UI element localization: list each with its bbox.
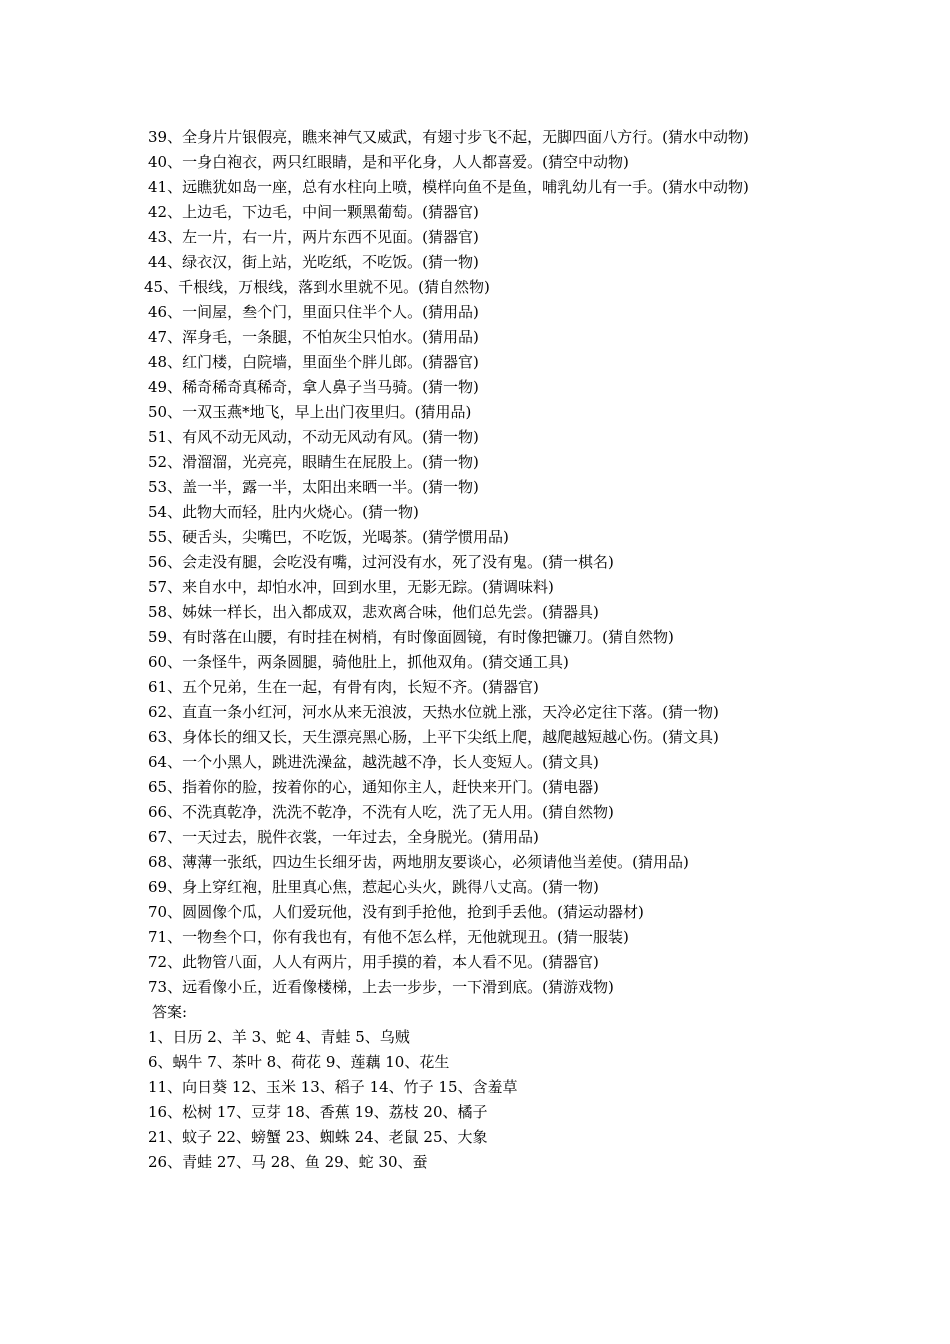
riddle-item: 39、全身片片银假亮，瞧来神气又威武，有翅寸步飞不起，无脚四面八方行。(猜水中动物) bbox=[148, 128, 749, 146]
riddle-item: 53、盖一半，露一半，太阳出来晒一半。(猜一物) bbox=[148, 478, 479, 496]
riddle-item: 57、来自水中，却怕水冲，回到水里，无影无踪。(猜调味料) bbox=[148, 578, 554, 596]
answer-line: 11、向日葵 12、玉米 13、稻子 14、竹子 15、含羞草 bbox=[148, 1078, 518, 1096]
riddle-item: 73、远看像小丘，近看像楼梯，上去一步步，一下滑到底。(猜游戏物) bbox=[148, 978, 614, 996]
riddle-item: 49、稀奇稀奇真稀奇，拿人鼻子当马骑。(猜一物) bbox=[148, 378, 479, 396]
answers-heading: 答案: bbox=[152, 1003, 188, 1021]
riddle-item: 46、一间屋，叁个门，里面只住半个人。(猜用品) bbox=[148, 303, 479, 321]
riddle-item: 50、一双玉燕*地飞，早上出门夜里归。(猜用品) bbox=[148, 403, 472, 421]
riddle-item: 41、远瞧犹如岛一座，总有水柱向上喷，模样向鱼不是鱼，哺乳幼儿有一手。(猜水中动物) bbox=[148, 178, 749, 196]
riddle-item: 52、滑溜溜，光亮亮，眼睛生在屁股上。(猜一物) bbox=[148, 453, 479, 471]
riddle-item: 62、直直一条小红河，河水从来无浪波，天热水位就上涨，天冷必定往下落。(猜一物) bbox=[148, 703, 719, 721]
riddle-item: 43、左一片，右一片，两片东西不见面。(猜器官) bbox=[148, 228, 479, 246]
riddle-item: 67、一天过去，脱件衣裳，一年过去，全身脱光。(猜用品) bbox=[148, 828, 539, 846]
answer-line: 6、蜗牛 7、茶叶 8、荷花 9、莲藕 10、花生 bbox=[148, 1053, 450, 1071]
answer-line: 21、蚊子 22、螃蟹 23、蜘蛛 24、老鼠 25、大象 bbox=[148, 1128, 488, 1146]
riddle-item: 61、五个兄弟，生在一起，有骨有肉，长短不齐。(猜器官) bbox=[148, 678, 539, 696]
riddle-item: 65、指着你的脸，按着你的心，通知你主人，赶快来开门。(猜电器) bbox=[148, 778, 599, 796]
riddle-item: 42、上边毛，下边毛，中间一颗黑葡萄。(猜器官) bbox=[148, 203, 479, 221]
answer-list bbox=[144, 1025, 814, 1175]
riddle-item: 58、姊妹一样长，出入都成双，悲欢离合味，他们总先尝。(猜器具) bbox=[148, 603, 599, 621]
riddle-item: 55、硬舌头，尖嘴巴，不吃饭，光喝茶。(猜学惯用品) bbox=[148, 528, 509, 546]
riddle-list bbox=[144, 125, 814, 1000]
riddle-item: 59、有时落在山腰，有时挂在树梢，有时像面圆镜，有时像把镰刀。(猜自然物) bbox=[148, 628, 674, 646]
riddle-item: 68、薄薄一张纸，四边生长细牙齿，两地朋友要谈心，必须请他当差使。(猜用品) bbox=[148, 853, 689, 871]
riddle-item: 40、一身白袍衣，两只红眼睛，是和平化身，人人都喜爱。(猜空中动物) bbox=[148, 153, 629, 171]
riddle-item: 44、绿衣汉，街上站，光吃纸，不吃饭。(猜一物) bbox=[148, 253, 479, 271]
answer-line: 1、日历 2、羊 3、蛇 4、青蛙 5、乌贼 bbox=[148, 1028, 410, 1046]
riddle-item: 60、一条怪牛，两条圆腿，骑他肚上，抓他双角。(猜交通工具) bbox=[148, 653, 569, 671]
document-content bbox=[144, 125, 814, 1175]
answer-line: 16、松树 17、豆芽 18、香蕉 19、荔枝 20、橘子 bbox=[148, 1103, 488, 1121]
riddle-item: 51、有风不动无风动，不动无风动有风。(猜一物) bbox=[148, 428, 479, 446]
riddle-item: 71、一物叁个口，你有我也有，有他不怎么样，无他就现丑。(猜一服装) bbox=[148, 928, 629, 946]
riddle-item: 64、一个小黑人，跳进洗澡盆，越洗越不净，长人变短人。(猜文具) bbox=[148, 753, 599, 771]
riddle-item: 66、不洗真乾净，洗洗不乾净，不洗有人吃，洗了无人用。(猜自然物) bbox=[148, 803, 614, 821]
riddle-item: 56、会走没有腿，会吃没有嘴，过河没有水，死了没有鬼。(猜一棋名) bbox=[148, 553, 614, 571]
riddle-item: 48、红门楼，白院墙，里面坐个胖儿郎。(猜器官) bbox=[148, 353, 479, 371]
riddle-item: 69、身上穿红袍，肚里真心焦，惹起心头火，跳得八丈高。(猜一物) bbox=[148, 878, 599, 896]
answer-line: 26、青蛙 27、马 28、鱼 29、蛇 30、蚕 bbox=[148, 1153, 428, 1171]
riddle-item: 70、圆圆像个瓜，人们爱玩他，没有到手抢他，抢到手丢他。(猜运动器材) bbox=[148, 903, 644, 921]
riddle-item: 45、千根线，万根线，落到水里就不见。(猜自然物) bbox=[144, 278, 490, 296]
riddle-item: 63、身体长的细又长，天生漂亮黑心肠，上平下尖纸上爬，越爬越短越心伤。(猜文具) bbox=[148, 728, 719, 746]
riddle-item: 54、此物大而轻，肚内火烧心。(猜一物) bbox=[148, 503, 419, 521]
riddle-item: 47、浑身毛，一条腿，不怕灰尘只怕水。(猜用品) bbox=[148, 328, 479, 346]
riddle-item: 72、此物管八面，人人有两片，用手摸的着，本人看不见。(猜器官) bbox=[148, 953, 599, 971]
